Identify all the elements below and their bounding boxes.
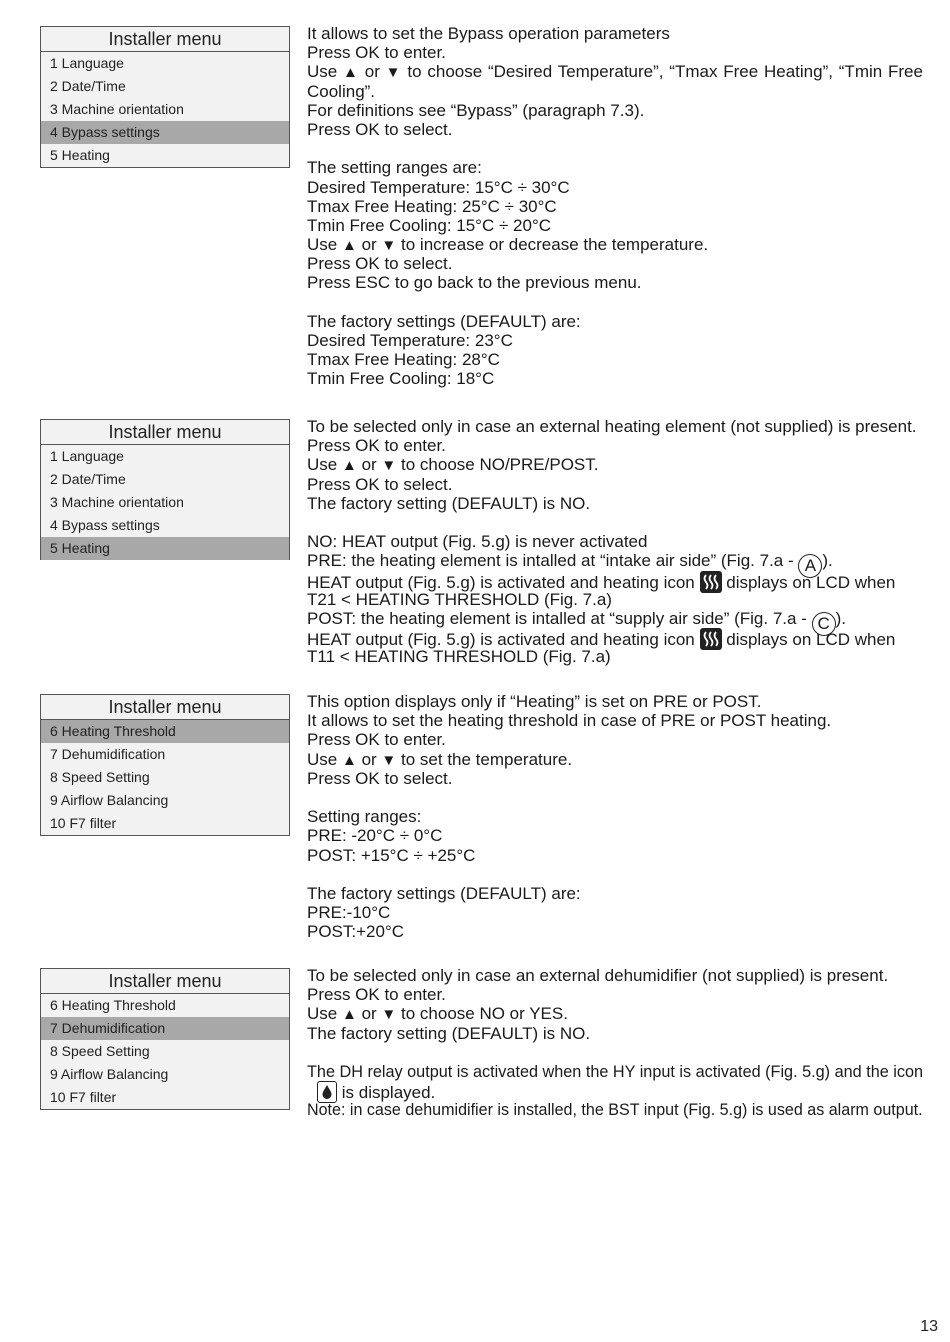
text-line: It allows to set the Bypass operation parameters bbox=[307, 24, 670, 43]
text-fragment: Use bbox=[307, 62, 338, 82]
menu-item-speed-setting[interactable]: 8 Speed Setting bbox=[50, 1043, 150, 1059]
text-line: POST:+20°C bbox=[307, 922, 405, 942]
text-fragment: displays on LCD when bbox=[726, 572, 896, 592]
text-fragment: PRE: the heating element is intalled at “intake air side” (Fig. 7.a - bbox=[307, 551, 794, 571]
text-line: PRE: -20°C ÷ 0°C bbox=[307, 826, 443, 846]
text-line bbox=[307, 1081, 923, 1103]
text-fragment: or bbox=[361, 1004, 377, 1024]
menu-item-heating-threshold[interactable]: 6 Heating Threshold bbox=[41, 720, 289, 743]
menu-item-speed-setting[interactable]: 8 Speed Setting bbox=[50, 769, 150, 785]
dehumidification-description bbox=[307, 966, 923, 1120]
text-fragment: ). bbox=[822, 551, 833, 571]
text-line bbox=[307, 628, 923, 650]
menu-item-heating-threshold[interactable]: 6 Heating Threshold bbox=[50, 997, 176, 1013]
down-arrow-icon: ▼ bbox=[381, 1006, 397, 1024]
down-arrow-icon: ▼ bbox=[385, 64, 402, 82]
down-arrow-icon: ▼ bbox=[381, 457, 397, 475]
text-line bbox=[307, 235, 923, 254]
menu-item-machine-orientation[interactable]: 3 Machine orientation bbox=[50, 101, 184, 117]
text-line: Tmax Free Heating: 25°C ÷ 30°C bbox=[307, 196, 557, 216]
bypass-description bbox=[307, 24, 923, 389]
menu-title: Installer menu bbox=[41, 27, 289, 52]
up-arrow-icon: ▲ bbox=[341, 751, 357, 769]
menu-title: Installer menu bbox=[41, 969, 289, 994]
heating-icon bbox=[700, 571, 722, 593]
page-number: 13 bbox=[920, 1318, 938, 1335]
text-line: It allows to set the heating threshold in case of PRE or POST heating. bbox=[307, 711, 832, 731]
text-fragment: Use bbox=[307, 1004, 338, 1024]
circled-letter-c: C bbox=[812, 612, 836, 636]
heating-icon bbox=[700, 628, 722, 650]
menu-item-f7-filter[interactable]: 10 F7 filter bbox=[50, 815, 117, 831]
up-arrow-icon: ▲ bbox=[341, 237, 357, 255]
text-line: PRE:-10°C bbox=[307, 903, 391, 923]
text-line: Desired Temperature: 15°C ÷ 30°C bbox=[307, 177, 570, 197]
text-line: Press OK to enter. bbox=[307, 730, 446, 750]
text-line: Press OK to enter. bbox=[307, 436, 446, 456]
text-fragment: or bbox=[364, 62, 380, 82]
text-line: Cooling”. bbox=[307, 81, 376, 101]
text-fragment: or bbox=[361, 455, 377, 475]
text-fragment: to choose NO or YES. bbox=[401, 1004, 568, 1024]
circled-letter-a: A bbox=[798, 554, 822, 578]
text-fragment: to set the temperature. bbox=[401, 749, 573, 769]
text-line: Press OK to select. bbox=[307, 474, 453, 494]
text-fragment: to increase or decrease the temperature. bbox=[401, 235, 709, 255]
text-line: This option displays only if “Heating” is set on PRE or POST. bbox=[307, 692, 762, 711]
text-line: The factory settings (DEFAULT) are: bbox=[307, 311, 581, 331]
text-fragment: HEAT output (Fig. 5.g) is activated and heating icon bbox=[307, 572, 695, 592]
text-line: Press OK to enter. bbox=[307, 43, 446, 63]
menu-item-f7-filter[interactable]: 10 F7 filter bbox=[50, 1089, 117, 1105]
text-line: Tmin Free Cooling: 15°C ÷ 20°C bbox=[307, 215, 552, 235]
text-line: Press OK to enter. bbox=[307, 985, 446, 1005]
up-arrow-icon: ▲ bbox=[343, 64, 359, 82]
installer-menu-dehumidification bbox=[40, 968, 290, 1110]
text-line: Press OK to select. bbox=[307, 254, 453, 274]
text-fragment: Use bbox=[307, 749, 338, 769]
installer-menu-heating-threshold bbox=[40, 694, 290, 836]
text-line: The DH relay output is activated when the HY input is activated (Fig. 5.g) and the icon bbox=[307, 1061, 924, 1081]
menu-item-language[interactable]: 1 Language bbox=[50, 55, 124, 71]
text-line: Desired Temperature: 23°C bbox=[307, 331, 513, 350]
text-line: For definitions see “Bypass” (paragraph 7.3). bbox=[307, 100, 645, 120]
menu-item-bypass-settings[interactable]: 4 Bypass settings bbox=[50, 517, 160, 533]
text-fragment: Use bbox=[307, 235, 338, 255]
text-line: Note: in case dehumidifier is installed, the BST input (Fig. 5.g) is used as alarm output. bbox=[307, 1100, 923, 1120]
down-arrow-icon: ▼ bbox=[381, 751, 397, 769]
text-fragment: HEAT output (Fig. 5.g) is activated and heating icon bbox=[307, 630, 695, 650]
menu-item-machine-orientation[interactable]: 3 Machine orientation bbox=[50, 494, 184, 510]
text-line: NO: HEAT output (Fig. 5.g) is never activated bbox=[307, 532, 648, 552]
text-line bbox=[307, 1004, 923, 1023]
text-line: To be selected only in case an external dehumidifier (not supplied) is present. bbox=[307, 966, 889, 985]
text-fragment: ). bbox=[835, 608, 846, 628]
up-arrow-icon: ▲ bbox=[341, 1006, 357, 1024]
heating-threshold-description bbox=[307, 692, 923, 941]
menu-title: Installer menu bbox=[41, 420, 289, 445]
menu-item-date-time[interactable]: 2 Date/Time bbox=[50, 78, 126, 94]
text-line bbox=[307, 551, 923, 576]
menu-item-date-time[interactable]: 2 Date/Time bbox=[50, 471, 126, 487]
text-line bbox=[307, 571, 923, 590]
menu-item-language[interactable]: 1 Language bbox=[50, 448, 124, 464]
up-arrow-icon: ▲ bbox=[341, 457, 357, 475]
text-line: Press OK to select. bbox=[307, 119, 453, 139]
text-line: T11 < HEATING THRESHOLD (Fig. 7.a) bbox=[307, 647, 611, 667]
text-line: Tmin Free Cooling: 18°C bbox=[307, 369, 495, 389]
text-fragment: is displayed. bbox=[341, 1083, 436, 1103]
text-line: Press OK to select. bbox=[307, 768, 453, 788]
text-fragment: or bbox=[361, 235, 377, 255]
text-line: The factory setting (DEFAULT) is NO. bbox=[307, 1023, 591, 1043]
menu-item-heating[interactable]: 5 Heating bbox=[50, 147, 110, 163]
menu-title: Installer menu bbox=[41, 695, 289, 720]
menu-item-dehumidification[interactable]: 7 Dehumidification bbox=[41, 1017, 289, 1040]
text-fragment: Use bbox=[307, 455, 338, 475]
installer-menu-bypass bbox=[40, 26, 290, 168]
text-line: Tmax Free Heating: 28°C bbox=[307, 350, 500, 370]
text-line: To be selected only in case an external heating element (not supplied) is present. bbox=[307, 417, 917, 436]
heating-description bbox=[307, 417, 923, 666]
menu-item-dehumidification[interactable]: 7 Dehumidification bbox=[50, 746, 166, 762]
text-line: T21 < HEATING THRESHOLD (Fig. 7.a) bbox=[307, 589, 612, 609]
text-line: Setting ranges: bbox=[307, 807, 422, 827]
text-fragment: to choose NO/PRE/POST. bbox=[401, 455, 599, 475]
menu-item-airflow-balancing[interactable]: 9 Airflow Balancing bbox=[50, 1066, 169, 1082]
text-line: The factory settings (DEFAULT) are: bbox=[307, 883, 581, 903]
text-line bbox=[307, 750, 923, 769]
text-line: The factory setting (DEFAULT) is NO. bbox=[307, 493, 591, 513]
text-line bbox=[307, 455, 923, 474]
text-line: POST: +15°C ÷ +25°C bbox=[307, 845, 476, 865]
menu-item-bypass-settings[interactable]: 4 Bypass settings bbox=[41, 121, 289, 144]
text-line bbox=[307, 62, 923, 81]
down-arrow-icon: ▼ bbox=[381, 237, 397, 255]
text-fragment: displays on LCD when bbox=[726, 630, 896, 650]
installer-menu-heating bbox=[40, 419, 290, 560]
text-fragment: POST: the heating element is intalled at “supply air side” (Fig. 7.a - bbox=[307, 608, 807, 628]
text-fragment: to choose “Desired Temperature”, “Tmax Free Heating”, “Tmin Free bbox=[407, 62, 923, 82]
text-line: The setting ranges are: bbox=[307, 158, 482, 178]
menu-item-airflow-balancing[interactable]: 9 Airflow Balancing bbox=[50, 792, 169, 808]
text-line: Press ESC to go back to the previous menu. bbox=[307, 273, 642, 293]
text-line bbox=[307, 608, 923, 633]
text-fragment: or bbox=[361, 749, 377, 769]
menu-item-heating[interactable]: 5 Heating bbox=[41, 537, 289, 560]
